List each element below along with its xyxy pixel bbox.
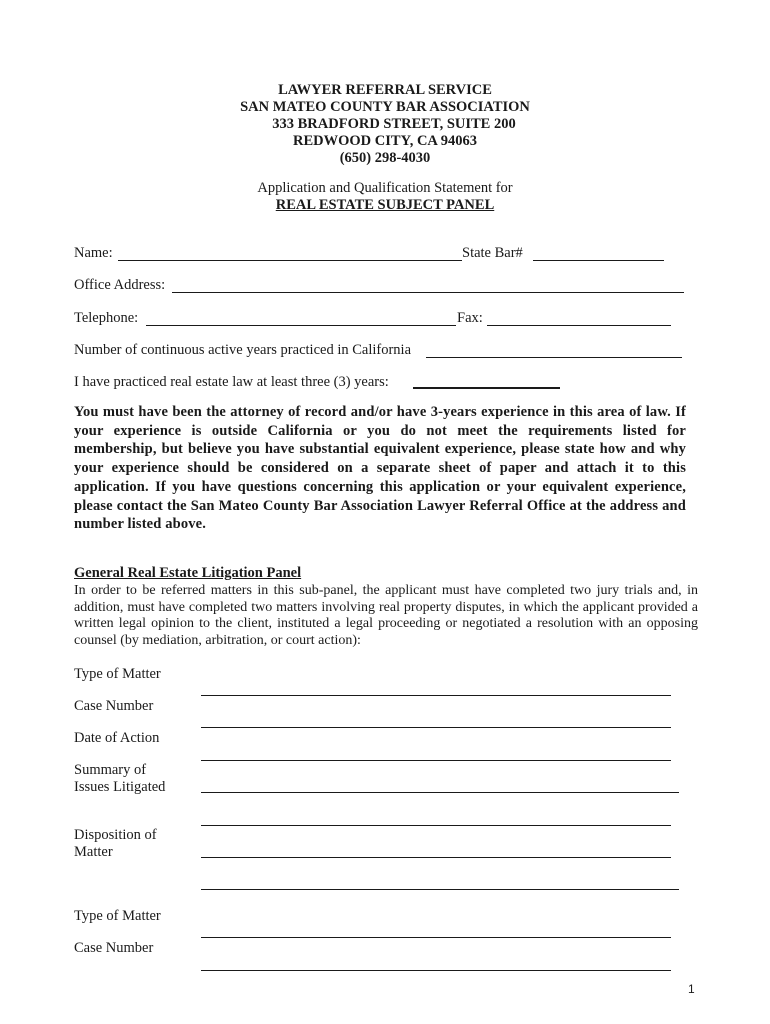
org-association-name: SAN MATEO COUNTY BAR ASSOCIATION (240, 99, 530, 115)
fax-label: Fax: (457, 310, 483, 326)
case-number-2-field[interactable] (201, 970, 671, 971)
summary-label (74, 762, 165, 796)
type-of-matter-field[interactable] (201, 695, 671, 696)
date-of-action-field[interactable] (201, 760, 671, 761)
date-of-action-label: Date of Action (74, 730, 160, 746)
disposition-field-line2[interactable] (201, 889, 679, 890)
disposition-label-line2: Matter (74, 844, 113, 860)
org-phone: (650) 298-4030 (339, 150, 431, 166)
type-of-matter-label: Type of Matter (74, 666, 161, 682)
telephone-label: Telephone: (74, 310, 139, 326)
section-title: General Real Estate Litigation Panel (74, 565, 302, 581)
fax-field[interactable] (487, 325, 671, 326)
disposition-field-line1[interactable] (201, 857, 671, 858)
telephone-field[interactable] (146, 325, 456, 326)
section-description: In order to be referred matters in this sub-panel, the applicant must have completed two jury trials and, in addition, must have completed two matters involving real property disputes, in which the applicant provided a written legal opinion to the client, instituted a legal proceeding or negotiated a resolution with an opposing counsel (by mediation, arbitration, or court action): (74, 583, 698, 648)
name-field[interactable] (118, 260, 462, 261)
case-number-field[interactable] (201, 727, 671, 728)
disposition-label (74, 827, 157, 861)
name-label: Name: (74, 245, 113, 261)
summary-label-line2: Issues Litigated (74, 779, 166, 795)
type-of-matter-2-field[interactable] (201, 937, 671, 938)
real-estate-years-field[interactable] (413, 387, 560, 389)
form-subtitle-line: Application and Qualification Statement for (257, 180, 513, 196)
org-city-state-zip: REDWOOD CITY, CA 94063 (293, 133, 477, 149)
summary-label-line1: Summary of (74, 762, 147, 778)
org-street-address: 333 BRADFORD STREET, SUITE 200 (272, 116, 516, 132)
letterhead (0, 82, 770, 167)
years-practiced-field[interactable] (426, 357, 682, 358)
summary-field-line1[interactable] (201, 792, 679, 793)
case-number-label: Case Number (74, 698, 154, 714)
real-estate-years-label: I have practiced real estate law at least three (3) years: (74, 374, 389, 390)
page-number: 1 (688, 982, 695, 996)
state-bar-field[interactable] (533, 260, 664, 261)
office-address-field[interactable] (172, 292, 684, 293)
panel-name: REAL ESTATE SUBJECT PANEL (275, 197, 495, 213)
office-address-label: Office Address: (74, 277, 166, 293)
eligibility-notice: You must have been the attorney of record and/or have 3-years experience in this area of law. If your experience is outside California or you do not meet the requirements listed for membership, but believe you have substantial equivalent experience, please state how and why your experience should be considered on a separate sheet of paper and attach it to this application. If you have questions concerning this application or your equivalent experience, please contact the San Mateo County Bar Association Lawyer Referral Office at the address and number listed above. (74, 404, 686, 533)
summary-field-line2[interactable] (201, 825, 671, 826)
case-number-2-label: Case Number (74, 940, 154, 956)
type-of-matter-2-label: Type of Matter (74, 908, 161, 924)
state-bar-label: State Bar# (462, 245, 523, 261)
org-service-name: LAWYER REFERRAL SERVICE (278, 82, 492, 98)
form-subtitle (0, 180, 770, 214)
years-practiced-label: Number of continuous active years practiced in California (74, 342, 412, 358)
disposition-label-line1: Disposition of (74, 827, 157, 843)
